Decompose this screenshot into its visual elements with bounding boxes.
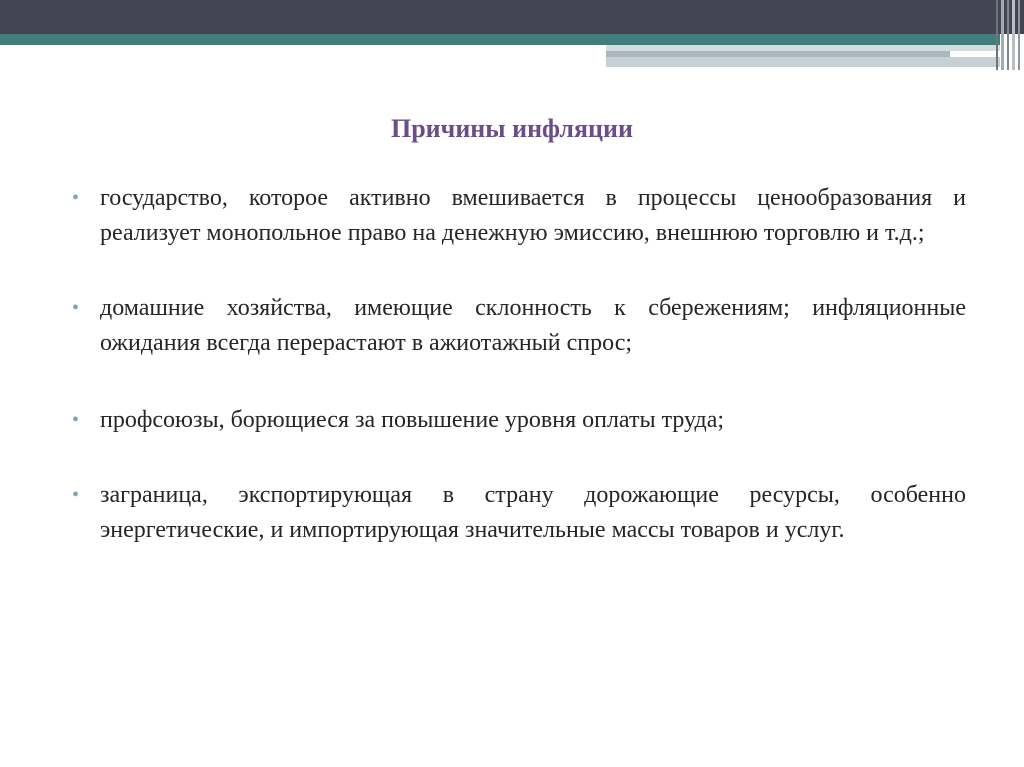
bullet-icon: •	[72, 484, 80, 506]
bullet-text: государство, которое активно вмешивается в процессы ценообразования и реализует монопольное право на денежную эмиссию, внешнюю торговлю и т.д.;	[100, 185, 966, 246]
header-band-light	[606, 57, 1000, 67]
header-vertical-lines	[996, 0, 1024, 70]
decor-line	[1012, 0, 1015, 70]
bullet-text: заграница, экспортирующая в страну дорожающие ресурсы, особенно энергетические, и импортирующая значительные массы товаров и услуг.	[100, 482, 966, 543]
header-band-teal	[0, 34, 1000, 45]
decor-line	[996, 0, 998, 70]
decor-line	[1001, 0, 1004, 70]
decor-line	[1018, 0, 1020, 70]
bullet-item	[72, 181, 966, 251]
header-band-dark	[0, 0, 1024, 34]
slide-title: Причины инфляции	[391, 114, 633, 143]
bullet-icon: •	[72, 187, 80, 209]
bullet-item	[72, 403, 966, 438]
bullet-item	[72, 291, 966, 361]
bullet-list	[72, 181, 966, 588]
bullet-item	[72, 478, 966, 548]
bullet-text: профсоюзы, борющиеся за повышение уровня оплаты труда;	[100, 407, 725, 433]
bullet-text: домашние хозяйства, имеющие склонность к сбережениям; инфляционные ожидания всегда перерастают в ажиотажный спрос;	[100, 295, 966, 356]
decor-line	[1007, 0, 1009, 70]
bullet-icon: •	[72, 297, 80, 319]
bullet-icon: •	[72, 409, 80, 431]
